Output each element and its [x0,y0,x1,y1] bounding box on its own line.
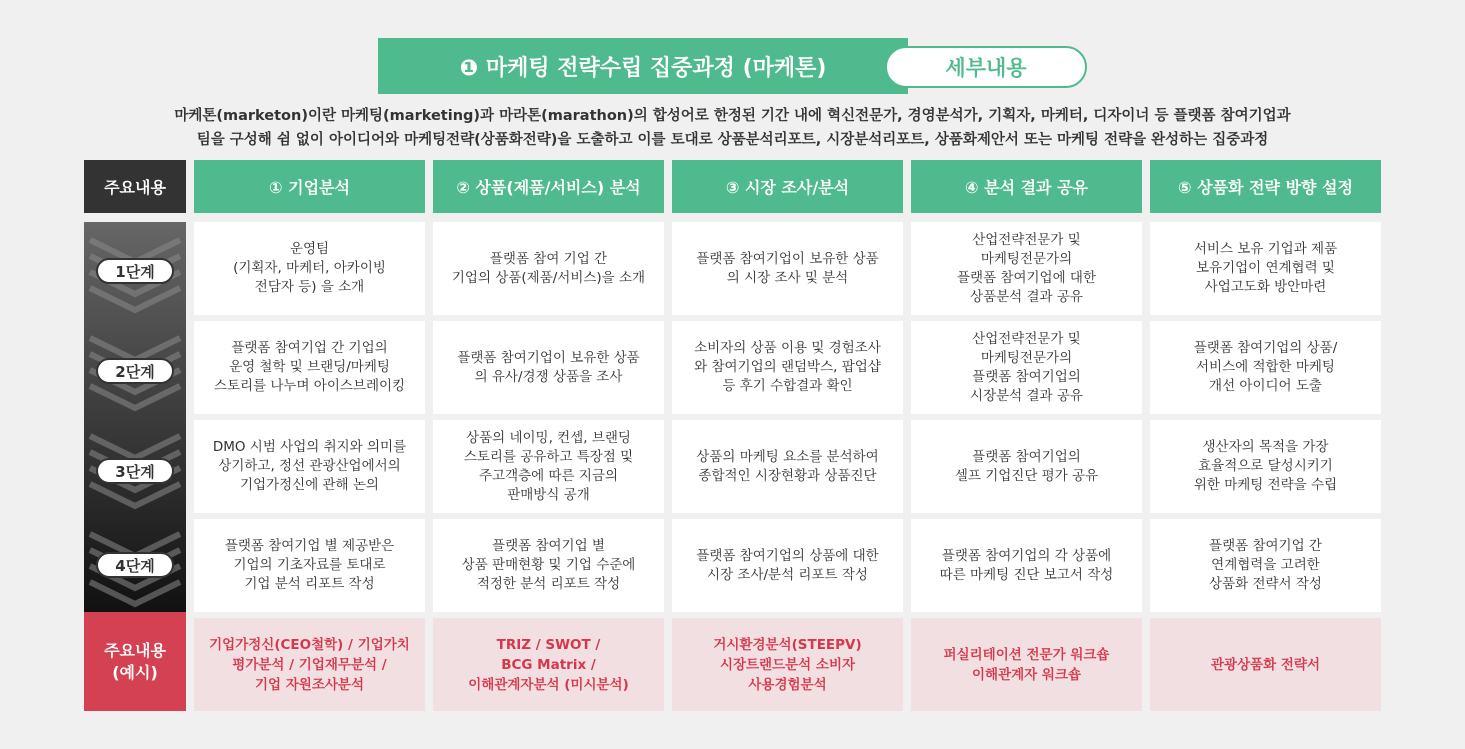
cell-line: 플랫폼 참여기업이 보유한 상품 [696,250,879,267]
cell-line: 기업의 기초자료를 토대로 [233,557,386,573]
cell-line: 스토리를 공유하고 특장점 및 [463,448,634,465]
cell-line: 서비스에 적합한 마케팅 [1195,359,1335,375]
table-cell [194,420,425,513]
cell-line: 플랫폼 참여기업의 각 상품에 [941,547,1112,564]
cell-line: 위한 마케팅 전략을 수립 [1193,477,1338,493]
example-cell [911,618,1142,711]
cell-line: 와 참여기업의 랜덤박스, 팝업샵 [694,359,881,375]
cell-line: 산업전략전문가 및 [972,330,1081,347]
cell-line: 시장 조사/분석 리포트 작성 [707,566,868,583]
cell-line: 산업전략전문가 및 [972,231,1081,248]
intro-line: 팀을 구성해 쉼 없이 아이디어와 마케팅전략(상품화전략)을 도출하고 이를 토대로 상품분석리포트, 시장분석리포트, 상품화제안서 또는 마케팅 전략을 완성하는 집중과정 [196,132,1269,148]
cell-line: (기획자, 마케터, 아카이빙 [233,260,386,276]
cell-line: 플랫폼 참여기업의 상품에 대한 [696,547,879,564]
table-cell [911,222,1142,315]
cell-line: 플랫폼 참여 기업 간 [489,250,608,267]
cell-line: 주고객층에 따른 지금의 [479,467,618,484]
table-cell [1150,321,1381,414]
cell-line: 상품화 전략서 작성 [1209,576,1322,592]
table-cell [672,519,903,612]
stage-label: 1단계 [96,258,174,284]
cell-line: 운영 철학 및 브랜딩/마케팅 [229,359,390,375]
table-cell [672,222,903,315]
cell-line: 연계협력을 고려한 [1211,557,1320,573]
cell-line: 상품 판매현황 및 기업 수준에 [461,557,636,573]
cell-line: 적정한 분석 리포트 작성 [476,576,621,592]
cell-line: 의 시장 조사 및 분석 [726,269,849,286]
column-header: ② 상품(제품/서비스) 분석 [433,160,664,213]
cell-line: TRIZ / SWOT / [496,636,601,653]
table-cell [433,222,664,315]
side-header: 주요내용 [84,160,186,213]
cell-line: 퍼실리테이션 전문가 워크숍 [943,646,1110,663]
cell-line: 플랫폼 참여기업의 [972,448,1081,465]
cell-line: 전담자 등) 을 소개 [254,279,365,295]
cell-line: 기업 자원조사분석 [254,676,364,693]
stage-label: 2단계 [96,358,174,384]
cell-line: 기업가정신(CEO철학) / 기업가치 [209,636,410,653]
cell-line: 이해관계자분석 (미시분석) [468,676,629,693]
cell-line: 보유기업이 연계협력 및 [1195,260,1335,276]
cell-line: 사용경험분석 [748,676,827,693]
cell-line: 판매방식 공개 [507,486,590,503]
cell-line: 시장트랜드분석 소비자 [719,656,856,673]
cell-line: 플랫폼 참여기업 별 제공받은 [224,538,395,554]
example-header-line: (예시) [112,662,158,682]
title-block [378,38,1088,94]
cell-line: 기업의 상품(제품/서비스)을 소개 [451,269,646,286]
column-header: ④ 분석 결과 공유 [911,160,1142,213]
cell-line: 효율적으로 달성시키기 [1198,458,1333,474]
page-title: ❶ 마케팅 전략수립 집중과정 (마케톤) [378,38,908,94]
cell-line: 따른 마케팅 진단 보고서 작성 [939,566,1114,583]
detail-badge: 세부내용 [885,46,1087,88]
cell-line: 플랫폼 참여기업에 대한 [957,269,1096,286]
cell-line: 소비자의 상품 이용 및 경험조사 [694,340,881,356]
cell-line: 이해관계자 워크숍 [971,666,1082,683]
cell-line: 생산자의 목적을 가장 [1202,439,1329,455]
intro-text [80,104,1385,152]
cell-line: 사업고도화 방안마련 [1204,279,1327,295]
cell-line: 플랫폼 참여기업이 보유한 상품 [457,349,640,366]
example-cell [1150,618,1381,711]
cell-line: 플랫폼 참여기업 별 [492,538,605,554]
table-cell [1150,420,1381,513]
cell-line: DMO 시범 사업의 취지와 의미를 [212,439,407,455]
column-header: ③ 시장 조사/분석 [672,160,903,213]
cell-line: 플랫폼 참여기업 간 기업의 [231,340,388,356]
cell-line: 관광상품화 전략서 [1210,656,1321,673]
stage-label: 4단계 [96,552,174,578]
cell-line: 운영팀 [289,241,330,257]
table-cell [433,519,664,612]
intro-line: 마케톤(marketon)이란 마케팅(marketing)과 마라톤(marathon)의 합성어로 한정된 기간 내에 혁신전문가, 경영분석가, 기획자, 마케터, 디자이너 등 플랫폼 참여기업과 [174,108,1291,124]
cell-line: 서비스 보유 기업과 제품 [1193,241,1338,257]
table-cell [672,420,903,513]
table-cell [1150,222,1381,315]
table-cell [911,321,1142,414]
example-cell [672,618,903,711]
cell-line: 상품분석 결과 공유 [970,288,1083,305]
cell-line: 스토리를 나누며 아이스브레이킹 [213,378,406,394]
cell-line: 플랫폼 참여기업 간 [1209,538,1322,554]
table-cell [911,420,1142,513]
cell-line: 개선 아이디어 도출 [1209,378,1322,394]
cell-line: 종합적인 시장현황과 상품진단 [698,467,877,484]
cell-line: 기업 분석 리포트 작성 [244,576,375,592]
column-header: ① 기업분석 [194,160,425,213]
cell-line: 셀프 기업진단 평가 공유 [954,467,1099,484]
example-cell [433,618,664,711]
cell-line: 상품의 마케팅 요소를 분석하여 [696,448,879,465]
cell-line: 마케팅전문가의 [980,250,1073,267]
table-cell [194,519,425,612]
column-header: ⑤ 상품화 전략 방향 설정 [1150,160,1381,213]
table-cell [194,321,425,414]
table-cell [194,222,425,315]
cell-line: 등 후기 수합결과 확인 [722,378,853,394]
cell-line: 의 유사/경쟁 상품을 조사 [474,368,623,385]
cell-line: 평가분석 / 기업재무분석 / [232,656,387,673]
stage-label: 3단계 [96,458,174,484]
table-cell [672,321,903,414]
cell-line: 시장분석 결과 공유 [970,387,1083,404]
cell-line: 상기하고, 정선 관광산업에서의 [218,458,401,474]
table-cell [1150,519,1381,612]
cell-line: BCG Matrix / [501,656,596,673]
cell-line: 거시환경분석(STEEPV) [713,636,862,653]
cell-line: 플랫폼 참여기업의 상품/ [1193,340,1338,356]
table-cell [433,420,664,513]
example-header-line: 주요내용 [104,640,166,660]
table-cell [911,519,1142,612]
cell-line: 상품의 네이밍, 컨셉, 브랜딩 [466,429,631,446]
example-side-header [84,612,186,711]
cell-line: 기업가정신에 관해 논의 [239,477,379,493]
cell-line: 플랫폼 참여기업의 [972,368,1081,385]
table-cell [433,321,664,414]
cell-line: 마케팅전문가의 [980,349,1073,366]
example-cell [194,618,425,711]
